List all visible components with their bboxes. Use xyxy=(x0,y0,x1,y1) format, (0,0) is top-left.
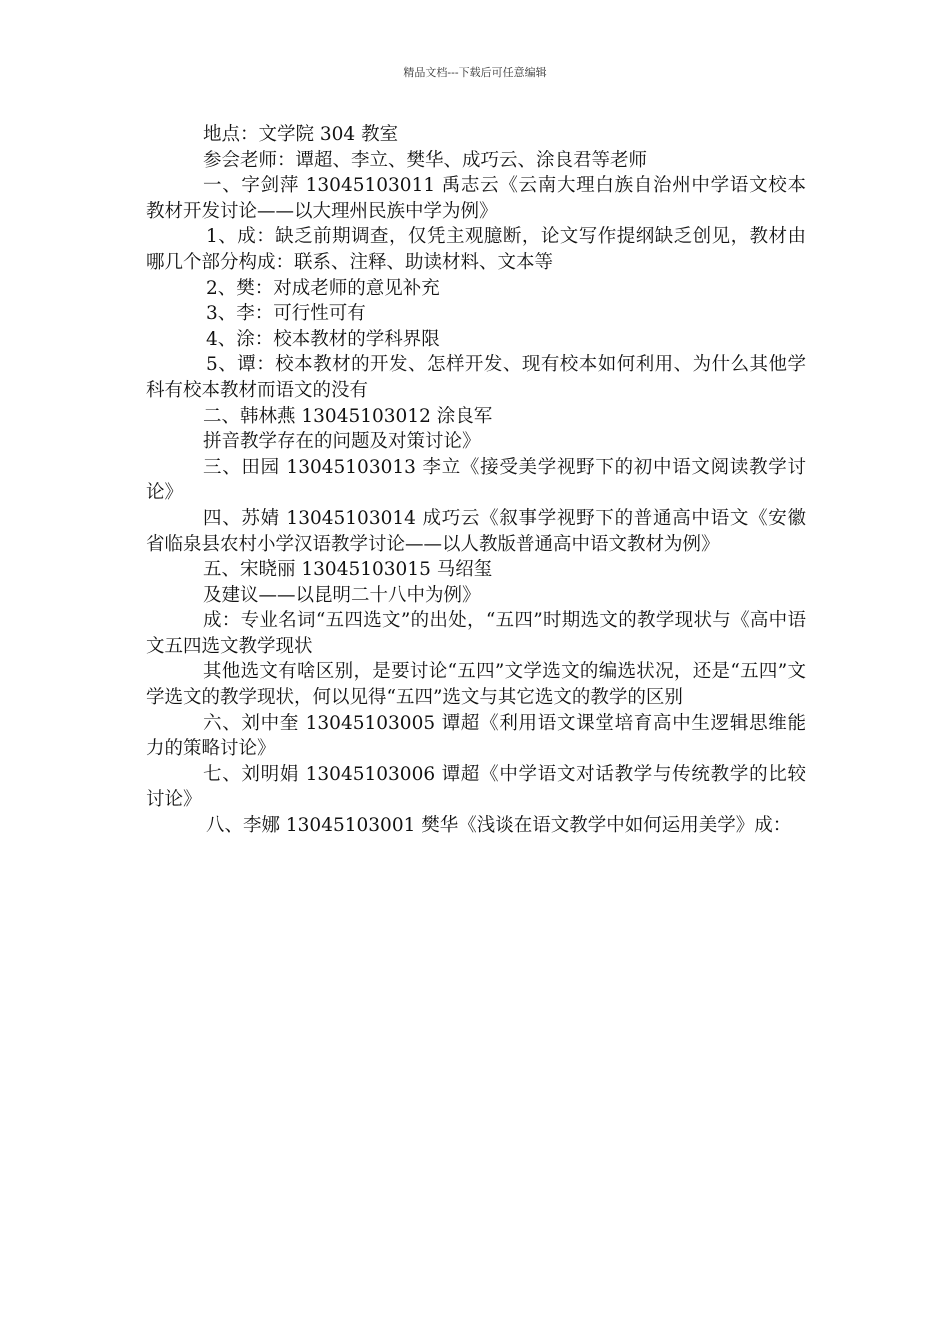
item-3-heading: 三、田园 13045103013 李立《接受美学视野下的初中语文阅读教学讨论》 xyxy=(146,456,806,504)
item-8-heading: 八、李娜 13045103001 樊华《浅谈在语文教学中如何运用美学》成： xyxy=(206,815,792,837)
item-1-comment-4: 4、涂：校本教材的学科界限 xyxy=(206,328,440,350)
item-1-comment-5: 5、谭：校本教材的开发、怎样开发、现有校本如何利用、为什么其他学科有校本教材而语文的没有 xyxy=(146,354,806,401)
item-5-heading: 五、宋晓丽 13045103015 马绍玺 xyxy=(203,559,493,581)
document-body xyxy=(146,122,806,839)
meeting-location: 地点：文学院 304 教室 xyxy=(203,124,399,145)
item-5-title: 及建议——以昆明二十八中为例》 xyxy=(203,584,481,606)
item-4-heading: 四、苏婧 13045103014 成巧云《叙事学视野下的普通高中语文《安徽省临泉县农村小学汉语教学讨论——以人教版普通高中语文教材为例》 xyxy=(146,507,806,555)
meeting-attendees: 参会老师：谭超、李立、樊华、成巧云、涂良君等老师 xyxy=(203,149,648,171)
item-2-title: 拼音教学存在的问题及对策讨论》 xyxy=(203,431,481,453)
item-1-comment-1: 1、成：缺乏前期调查，仅凭主观臆断，论文写作提纲缺乏创见，教材由哪几个部分构成：联系、注释、助读材料、文本等 xyxy=(146,226,806,273)
item-1-comment-2: 2、樊：对成老师的意见补充 xyxy=(206,277,440,299)
item-6-heading: 六、刘中奎 13045103005 谭超《利用语文课堂培育高中生逻辑思维能力的策略讨论》 xyxy=(146,712,806,760)
item-1-heading: 一、字剑萍 13045103011 禹志云《云南大理白族自治州中学语文校本教材开发讨论——以大理州民族中学为例》 xyxy=(146,175,806,222)
item-7-heading: 七、刘明娟 13045103006 谭超《中学语文对话教学与传统教学的比较讨论》 xyxy=(146,763,806,811)
item-5-comment-2: 其他选文有啥区别，是要讨论“五四”文学选文的编选状况，还是“五四”文学选文的教学现状，何以见得“五四”选文与其它选文的教学的区别 xyxy=(146,661,806,709)
page-header: 精品文档---下载后可任意编辑 xyxy=(403,66,547,79)
item-1-comment-3: 3、李：可行性可有 xyxy=(206,303,366,325)
item-5-comment-1: 成：专业名词“五四选文”的出处，“五四”时期选文的教学现状与《高中语文五四选文教学现状 xyxy=(146,610,806,657)
item-2-heading: 二、韩林燕 13045103012 涂良军 xyxy=(203,405,493,427)
